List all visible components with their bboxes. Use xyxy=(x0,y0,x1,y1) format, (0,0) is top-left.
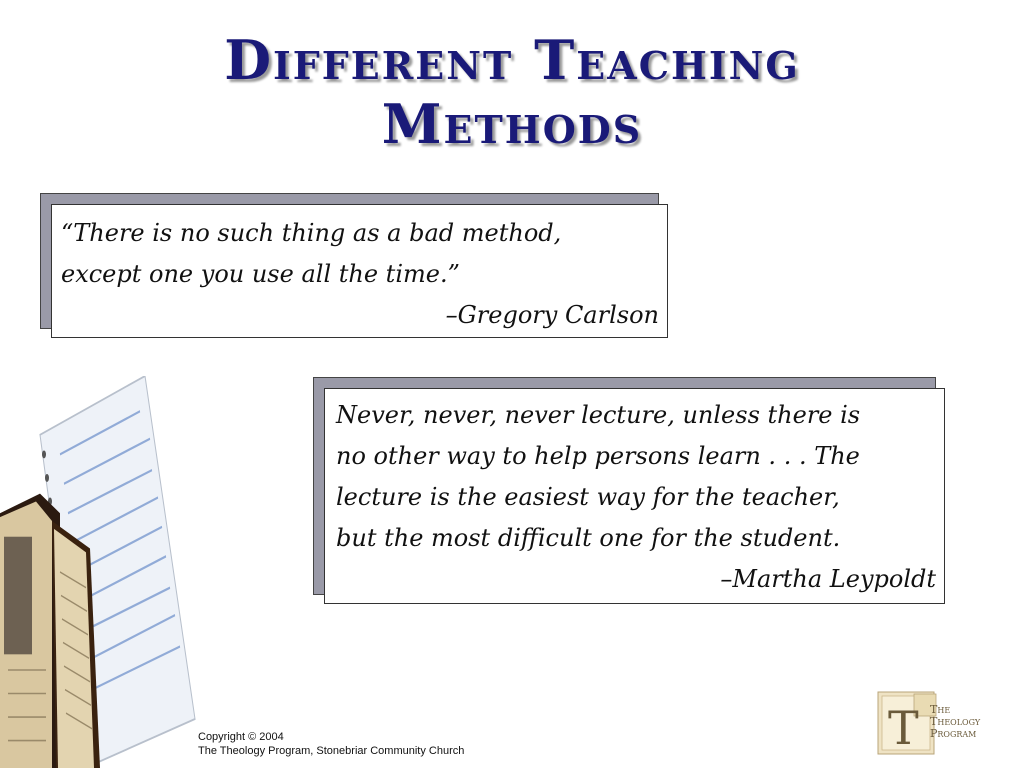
theology-program-logo xyxy=(876,690,1004,758)
quote-attribution: –Gregory Carlson xyxy=(445,301,659,329)
quote-line: “There is no such thing as a bad method, xyxy=(61,219,562,247)
logo-line-1: The xyxy=(930,703,951,716)
copyright-line-2: The Theology Program, Stonebriar Community Church xyxy=(198,745,465,757)
quote-line: except one you use all the time.” xyxy=(61,260,460,288)
quote-box-leypoldt xyxy=(324,388,945,604)
quote-attribution: –Martha Leypoldt xyxy=(720,565,936,593)
logo-letter: T xyxy=(888,701,919,755)
quote-line: no other way to help persons learn . . . The xyxy=(336,442,860,470)
copyright-notice xyxy=(198,730,464,758)
quote-line: but the most difficult one for the student. xyxy=(336,524,841,552)
logo-line-2: Theology xyxy=(930,715,981,728)
quote-line: Never, never, never lecture, unless there is xyxy=(336,401,861,429)
slide-title-line-1: Different Teaching xyxy=(224,28,800,92)
logo-line-3: Program xyxy=(930,727,977,740)
slide-title xyxy=(0,28,1024,156)
slide-title-line-2: Methods xyxy=(381,92,643,156)
quote-box-carlson xyxy=(51,204,668,338)
quote-line: lecture is the easiest way for the teacher, xyxy=(336,483,840,511)
copyright-line-1: Copyright © 2004 xyxy=(198,731,284,743)
logo-wordmark xyxy=(930,704,980,740)
book-and-notebook-illustration xyxy=(0,376,200,768)
